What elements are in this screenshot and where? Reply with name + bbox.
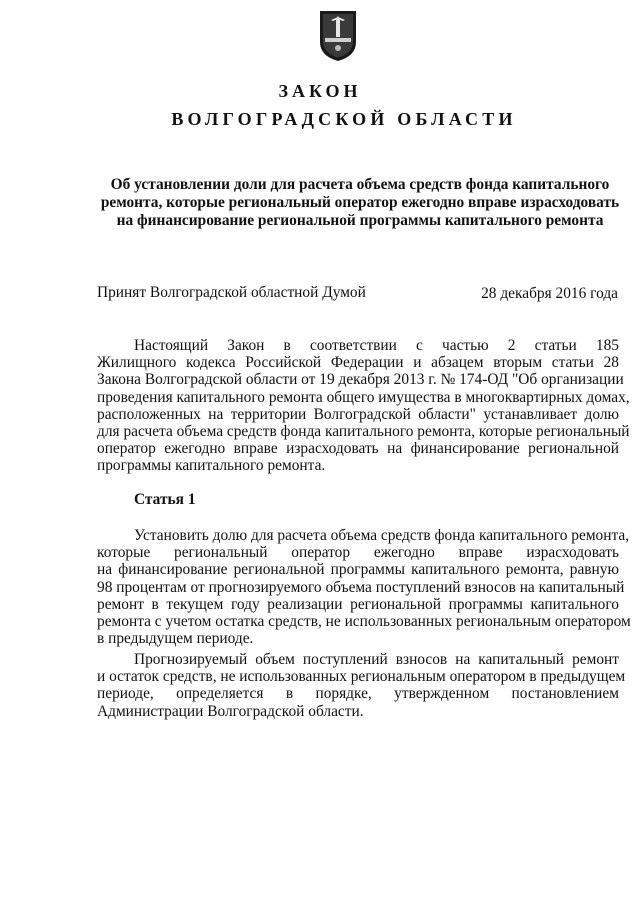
text-line: программы капитального ремонта. [97, 457, 326, 475]
text-line: на финансирование региональной программы капитального ремонта, равную [97, 561, 619, 579]
preamble-paragraph [97, 337, 630, 475]
article-paragraph-1 [97, 527, 631, 648]
text-line: для расчета объема средств фонда капитального ремонта, которые региональный [97, 422, 630, 440]
law-subject [100, 176, 620, 230]
text-line: ремонта с учетом остатка средств, не использованных региональным оператором [97, 612, 631, 630]
text-line: расположенных на территории Волгоградской области" устанавливает долю [97, 405, 619, 423]
subject-line: Об установлении доли для расчета объема средств фонда капитального [110, 176, 610, 193]
law-title: ЗАКОН [278, 81, 362, 101]
text-line: Установить долю для расчета объема средств фонда капитального ремонта, [134, 527, 630, 544]
text-line: Администрации Волгоградской области. [97, 702, 364, 720]
text-line: оператор ежегодно вправе израсходовать на финансирование региональной [97, 440, 619, 458]
subject-line: на финансирование региональной программы капитального ремонта [116, 212, 604, 229]
subject-line: ремонта, которые региональный оператор ежегодно вправе израсходовать [100, 194, 620, 211]
text-line: Закона Волгоградской области от 19 декабря 2013 г. № 174-ОД "Об организации [97, 371, 624, 389]
law-region: ВОЛГОГРАДСКОЙ ОБЛАСТИ [171, 109, 517, 129]
text-line: Жилищного кодекса Российской Федерации и абзацем вторым статьи 28 [97, 354, 619, 372]
text-line: и остаток средств, не использованных региональным оператором в предыдущем [97, 668, 626, 686]
text-line: Настоящий Закон в соответствии с частью 2 статьи 185 [134, 337, 619, 354]
text-line: 98 процентам от прогнозируемого объема поступлений взносов на капитальный [97, 578, 625, 596]
text-line: периоде, определяется в порядке, утвержденном постановлением [97, 685, 619, 703]
coat-of-arms-icon [319, 10, 357, 62]
text-line: проведения капитального ремонта общего имущества в многоквартирных домах, [97, 388, 630, 406]
text-line: ремонт в текущем году реализации региональной программы капитального [97, 595, 619, 613]
text-line: которые региональный оператор ежегодно вправе израсходовать [97, 544, 619, 562]
article-paragraph-2 [97, 651, 626, 720]
text-line: Прогнозируемый объем поступлений взносов на капитальный ремонт [134, 651, 619, 668]
adopted-by: Принят Волгоградской областной Думой [97, 284, 366, 301]
text-line: в предыдущем периоде. [97, 630, 254, 648]
article-heading: Статья 1 [134, 491, 196, 508]
adoption-date: 28 декабря 2016 года [481, 285, 618, 302]
